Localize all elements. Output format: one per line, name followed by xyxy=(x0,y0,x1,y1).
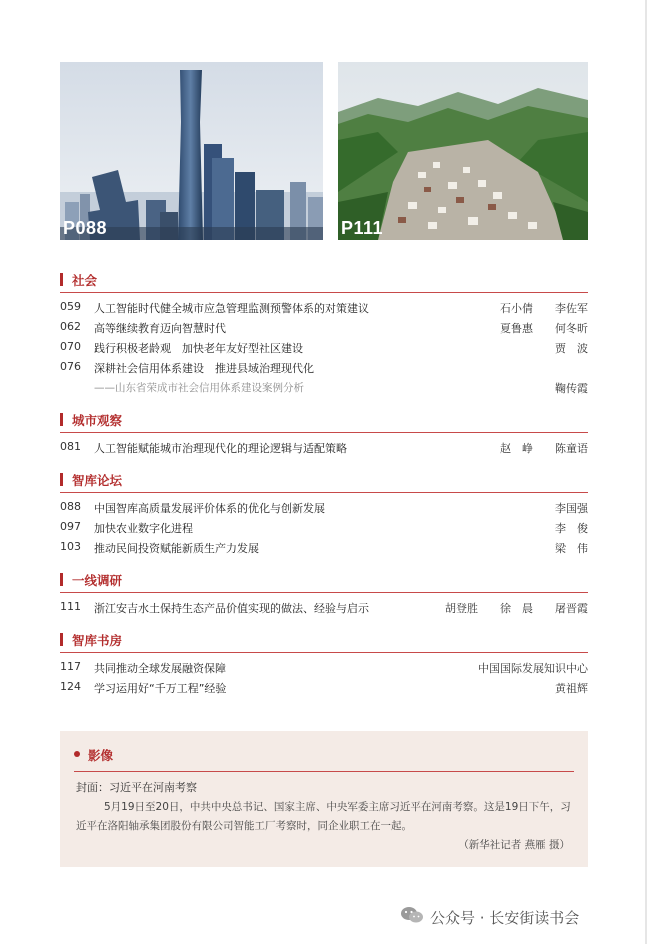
photo-city-skyline xyxy=(60,62,323,240)
toc-title: 推动民间投资赋能新质生产力发展 xyxy=(94,542,259,555)
toc-page-number: 103 xyxy=(60,540,81,553)
toc-entry[interactable] xyxy=(60,660,588,678)
toc-title: 人工智能赋能城市治理现代化的理论逻辑与适配策略 xyxy=(94,442,347,455)
toc-page-number: 088 xyxy=(60,500,81,513)
section-title: 城市观察 xyxy=(72,413,123,428)
toc-page-number: 097 xyxy=(60,520,81,533)
toc-title: 加快农业数字化进程 xyxy=(94,522,193,535)
cover-description: 5月19日至20日，中共中央总书记、国家主席、中央军委主席习近平在河南考察。这是19日下午，习近平在洛阳轴承集团股份有限公司智能工厂考察时，同企业职工在一起。 xyxy=(76,801,571,832)
toc-page-number: 062 xyxy=(60,320,81,333)
toc-title: 高等继续教育迈向智慧时代 xyxy=(94,322,226,335)
section-header xyxy=(60,470,588,490)
toc-title: 中国智库高质量发展评价体系的优化与创新发展 xyxy=(94,502,325,515)
section-divider xyxy=(60,492,588,493)
toc-subtitle: ——山东省荣成市社会信用体系建设案例分析 xyxy=(94,382,304,394)
section-marker xyxy=(60,473,63,486)
toc-entry[interactable] xyxy=(60,300,588,318)
toc-author: 李国强 xyxy=(555,502,588,515)
toc-title: 人工智能时代健全城市应急管理监测预警体系的对策建议 xyxy=(94,302,369,315)
watermark-text: 公众号 · 长安街读书会 xyxy=(430,909,580,927)
toc-entry[interactable] xyxy=(60,500,588,518)
toc-page-number: 076 xyxy=(60,360,81,373)
photo-credit: （新华社记者 燕雁 摄） xyxy=(458,839,570,851)
section-header xyxy=(60,630,588,650)
toc-entry[interactable] xyxy=(60,540,588,558)
toc-entry[interactable] xyxy=(60,440,588,458)
toc-title: 共同推动全球发展融资保障 xyxy=(94,662,226,675)
section-marker xyxy=(60,273,63,286)
toc-author: 鞠传霞 xyxy=(555,382,588,395)
toc-author: 梁 伟 xyxy=(555,542,588,555)
toc-title: 深耕社会信用体系建设 推进县域治理现代化 xyxy=(94,362,314,375)
section-marker xyxy=(60,413,63,426)
toc-author: 黄祖辉 xyxy=(555,682,588,695)
section-divider xyxy=(60,292,588,293)
toc-entry[interactable] xyxy=(60,320,588,338)
toc-page-number: 111 xyxy=(60,600,81,613)
toc-author: 贾 波 xyxy=(555,342,588,355)
toc-title: 践行积极老龄观 加快老年友好型社区建设 xyxy=(94,342,303,355)
photo-page-label: P088 xyxy=(63,218,108,238)
toc-title: 浙江安吉水土保持生态产品价值实现的做法、经验与启示 xyxy=(94,602,369,615)
section-marker xyxy=(60,573,63,586)
section-title: 一线调研 xyxy=(72,573,123,588)
image-box-title: 影像 xyxy=(88,748,114,763)
toc-author: 胡登胜 徐 晨 屠晋霞 xyxy=(445,602,588,615)
toc-entry[interactable] xyxy=(60,360,588,378)
toc-entry[interactable] xyxy=(60,340,588,358)
section-divider xyxy=(60,432,588,433)
toc-page-number: 081 xyxy=(60,440,81,453)
section-divider xyxy=(60,652,588,653)
toc-page-number: 124 xyxy=(60,680,81,693)
section-title: 社会 xyxy=(72,273,98,288)
section-header xyxy=(60,410,588,430)
toc-author: 李 俊 xyxy=(555,522,588,535)
section-divider xyxy=(60,592,588,593)
section-title: 智库书房 xyxy=(72,633,123,648)
toc-author: 中国国际发展知识中心 xyxy=(478,662,588,675)
toc-page-number: 117 xyxy=(60,660,81,673)
section-header xyxy=(60,270,588,290)
photo-mountain-village xyxy=(338,62,588,240)
cover-label: 封面：习近平在河南考察 xyxy=(76,781,197,794)
toc-page-number: 070 xyxy=(60,340,81,353)
bullet-dot xyxy=(74,751,80,757)
toc-entry[interactable] xyxy=(60,600,588,618)
toc-title: 学习运用好“千万工程”经验 xyxy=(94,682,227,695)
toc-entry[interactable] xyxy=(60,520,588,538)
photo-page-label: P111 xyxy=(341,218,384,238)
toc-entry-subtitle[interactable] xyxy=(60,380,588,398)
wechat-icon xyxy=(400,906,424,928)
image-caption-box xyxy=(60,731,588,867)
image-box-divider xyxy=(74,771,574,772)
toc-author: 石小倩 李佐军 xyxy=(500,302,588,315)
section-title: 智库论坛 xyxy=(72,473,123,488)
toc-page-number: 059 xyxy=(60,300,81,313)
toc-entry[interactable] xyxy=(60,680,588,698)
toc-author: 赵 峥 陈童语 xyxy=(500,442,588,455)
section-header xyxy=(60,570,588,590)
toc-author: 夏鲁惠 何冬昕 xyxy=(500,322,588,335)
section-marker xyxy=(60,633,63,646)
